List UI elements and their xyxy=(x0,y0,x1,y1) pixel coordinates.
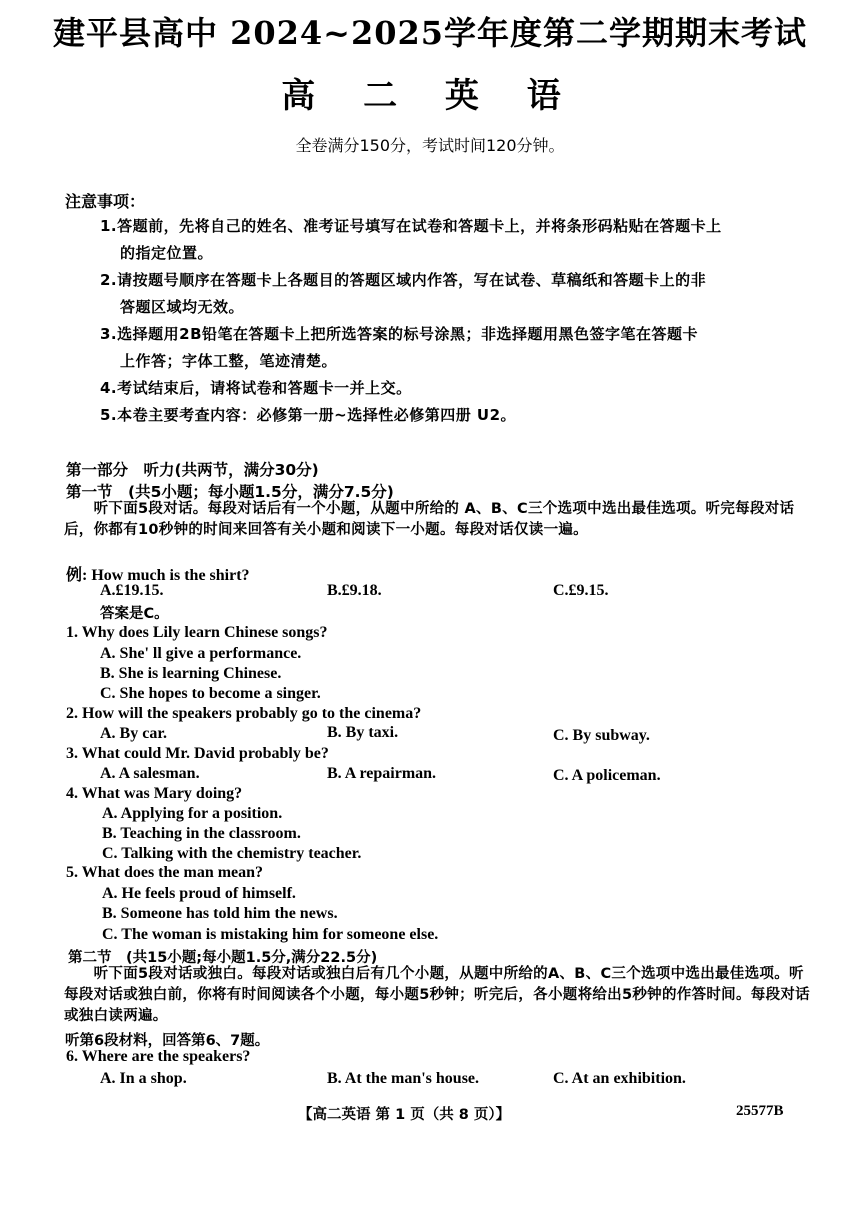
notice-item-1: 1.答题前，先将自己的姓名、准考证号填写在试卷和答题卡上，并将条形码粘贴在答题卡上 xyxy=(100,217,722,235)
section2-title: 第二节 (共15小题;每小题1.5分,满分22.5分) xyxy=(68,950,378,966)
question-5: 5. What does the man mean? xyxy=(66,864,264,881)
notice-item-3: 3.选择题用2B铅笔在答题卡上把所选答案的标号涂黑；非选择题用黑色签字笔在答题卡 xyxy=(100,325,699,343)
example-answer: 答案是C。 xyxy=(100,606,169,622)
question-5-option-a: A. He feels proud of himself. xyxy=(102,885,296,902)
example-option-a: A.£19.15. xyxy=(100,582,164,599)
question-6: 6. Where are the speakers? xyxy=(66,1048,251,1065)
material-6-note: 听第6段材料，回答第6、7题。 xyxy=(65,1033,270,1049)
section1-title: 第一节 (共5小题；每小题1.5分，满分7.5分) xyxy=(66,483,394,501)
question-3-option-b: B. A repairman. xyxy=(327,765,437,782)
section1-instructions: 听下面5段对话。每段对话后有一个小题，从题中所给的 A、B、C三个选项中选出最佳选项。听完每段对话后，你都有10秒钟的时间来回答有关小题和阅读下一小题。每段对话仅读一遍。 xyxy=(64,501,795,538)
question-6-option-b: B. At the man's house. xyxy=(327,1070,480,1087)
question-2: 2. How will the speakers probably go to the cinema? xyxy=(66,705,422,722)
question-4-option-c: C. Talking with the chemistry teacher. xyxy=(102,845,362,862)
subject-title: 高 二 英 语 xyxy=(281,76,579,116)
question-6-option-a: A. In a shop. xyxy=(100,1070,187,1087)
question-4-option-b: B. Teaching in the classroom. xyxy=(102,825,301,842)
question-3-option-a: A. A salesman. xyxy=(100,765,200,782)
notice-item-2-cont: 答题区域均无效。 xyxy=(120,298,245,316)
question-1-option-b: B. She is learning Chinese. xyxy=(100,665,282,682)
question-5-option-c: C. The woman is mistaking him for someone else. xyxy=(102,926,439,943)
question-6-option-c: C. At an exhibition. xyxy=(553,1070,686,1087)
example-option-c: C.£9.15. xyxy=(553,582,609,599)
notice-item-1-cont: 的指定位置。 xyxy=(120,244,214,262)
example-question: 例: How much is the shirt? xyxy=(66,567,250,584)
notice-list xyxy=(100,213,820,429)
notice-title: 注意事项： xyxy=(65,192,146,211)
question-1-option-c: C. She hopes to become a singer. xyxy=(100,685,321,702)
page-number: 【高二英语 第 1 页（共 8 页）】 xyxy=(298,1107,511,1123)
example-option-b: B.£9.18. xyxy=(327,582,382,599)
exam-title: 建平县高中 2024~2025学年度第二学期期末考试 xyxy=(52,14,808,52)
question-3: 3. What could Mr. David probably be? xyxy=(66,745,329,762)
question-4-option-a: A. Applying for a position. xyxy=(102,805,283,822)
notice-item-2: 2.请按题号顺序在答题卡上各题目的答题区域内作答，写在试卷、草稿纸和答题卡上的非 xyxy=(100,271,707,289)
notice-item-3-cont: 上作答；字体工整，笔迹清楚。 xyxy=(120,352,338,370)
score-note: 全卷满分150分，考试时间120分钟。 xyxy=(295,136,565,155)
section2-instructions: 听下面5段对话或独白。每段对话或独白后有几个小题，从题中所给的A、B、C三个选项中选出最佳选项。听每段对话或独白前，你将有时间阅读各个小题，每小题5秒钟；听完后，各小题将给出5秒钟的作答时间。每段对话或独白读两遍。 xyxy=(64,966,810,1024)
notice-item-4: 4.考试结束后，请将试卷和答题卡一并上交。 xyxy=(100,379,412,397)
notice-item-5: 5.本卷主要考查内容：必修第一册~选择性必修第四册 U2。 xyxy=(100,406,517,424)
question-2-option-b: B. By taxi. xyxy=(327,724,399,741)
question-1: 1. Why does Lily learn Chinese songs? xyxy=(66,624,328,641)
question-4: 4. What was Mary doing? xyxy=(66,785,243,802)
question-1-option-a: A. She' ll give a performance. xyxy=(100,645,302,662)
question-5-option-b: B. Someone has told him the news. xyxy=(102,905,338,922)
part1-title: 第一部分 听力(共两节，满分30分) xyxy=(66,461,319,479)
exam-code: 25577B xyxy=(736,1103,784,1119)
question-2-option-a: A. By car. xyxy=(100,725,167,742)
question-2-option-c: C. By subway. xyxy=(553,727,650,744)
question-3-option-c: C. A policeman. xyxy=(553,767,661,784)
